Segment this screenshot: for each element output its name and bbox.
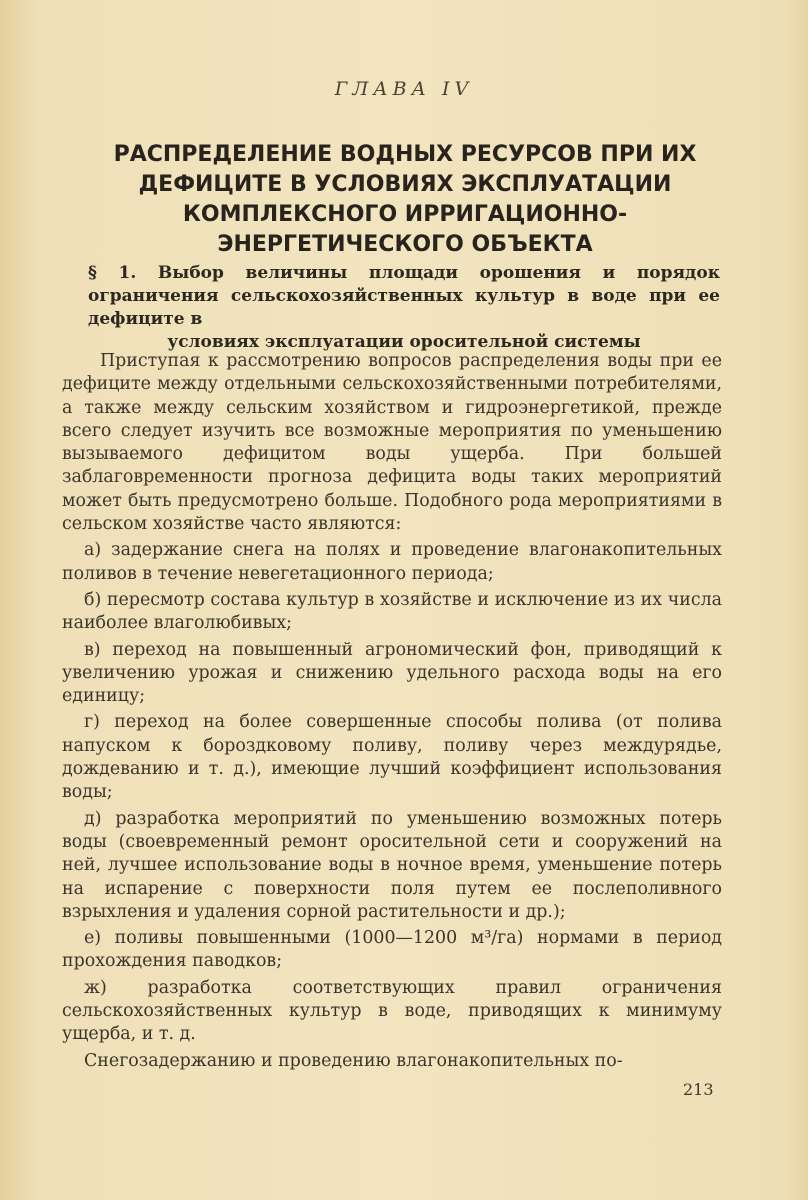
- paragraph-continuation: Снегозадержанию и проведению влагонакопительных по-: [84, 1050, 623, 1071]
- paragraph-intro: Приступая к рассмотрению вопросов распределения воды при ее дефиците между отдельными сельскохозяйственными потребителями, а также между сельским хозяйством и гидроэнергетикой, прежде всего следует изучить все возможные мероприятия по уменьшению вызываемого дефицитом воды ущерба. При большей заблаговременности прогноза дефицита воды таких мероприятий может быть предусмотрено больше. Подобного рода мероприятиями в сельском хозяйстве часто являются:: [62, 351, 722, 535]
- title-line: РАСПРЕДЕЛЕНИЕ ВОДНЫХ РЕСУРСОВ ПРИ ИХ: [113, 142, 697, 167]
- title-line: ДЕФИЦИТЕ В УСЛОВИЯХ ЭКСПЛУАТАЦИИ: [138, 172, 672, 197]
- list-item-g: г) переход на более совершенные способы полива (от полива напуском к бороздковому поливу, поливу через междурядье, дождеванию и т. д.), имеющие лучший коэффициент использования воды;: [62, 712, 722, 803]
- section-heading: [88, 262, 720, 354]
- list-item-d: д) разработка мероприятий по уменьшению возможных потерь воды (своевременный ремонт оросительной сети и сооружений на ней, лучшее использование воды в ночное время, уменьшение потерь на испарение с поверхности поля путем ее послеполивного взрыхления и удаления сорной растительности и др.);: [62, 808, 722, 922]
- title-line: КОМПЛЕКСНОГО ИРРИГАЦИОННО-: [182, 202, 628, 227]
- chapter-heading: ГЛАВА IV: [334, 78, 474, 100]
- page-number: 213: [683, 1080, 714, 1099]
- list-item-a: а) задержание снега на полях и проведение влагонакопительных поливов в течение невегетационного периода;: [62, 540, 722, 584]
- list-item-e: е) поливы повышенными (1000—1200 м³/га) нормами в период прохождения паводков;: [62, 928, 722, 972]
- list-item-v: в) переход на повышенный агрономический фон, приводящий к увеличению урожая и снижению удельного расхода воды на его единицу;: [62, 639, 722, 707]
- body-text: [62, 350, 722, 1076]
- section-heading-last: условиях эксплуатации оросительной системы: [167, 332, 641, 352]
- list-item-zh: ж) разработка соответствующих правил ограничения сельскохозяйственных культур в воде, приводящих к минимуму ущерба, и т. д.: [62, 977, 722, 1045]
- section-heading-main: § 1. Выбор величины площади орошения и порядок ограничения сельскохозяйственных культур в воде при ее дефиците в: [88, 263, 720, 329]
- chapter-title: [70, 140, 740, 260]
- title-line: ЭНЕРГЕТИЧЕСКОГО ОБЪЕКТА: [217, 232, 593, 257]
- list-item-b: б) пересмотр состава культур в хозяйстве и исключение из их числа наиболее влаголюбивых;: [62, 589, 722, 634]
